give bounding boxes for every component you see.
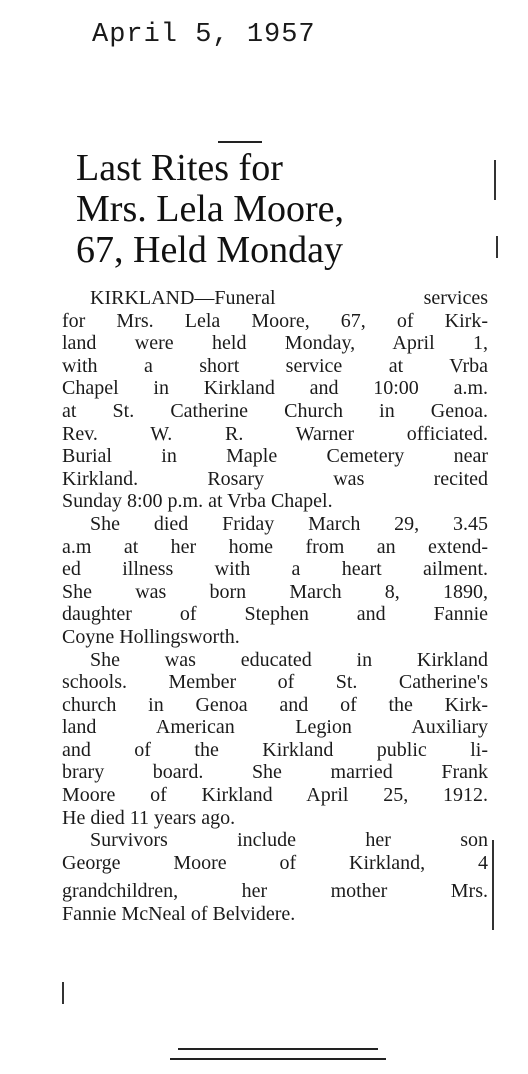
article-line: Rev. W. R. Warner officiated. bbox=[62, 422, 488, 445]
article-line: He died 11 years ago. bbox=[62, 806, 236, 829]
article-line: ed illness with a heart ailment. bbox=[62, 558, 488, 581]
article-line: daughter of Stephen and Fannie bbox=[62, 603, 488, 626]
headline-line: Mrs. Lela Moore, bbox=[76, 188, 345, 230]
article-line: brary board. She married Frank bbox=[62, 761, 488, 784]
article-line: land were held Monday, April 1, bbox=[62, 332, 488, 355]
clipping-edge-mark bbox=[496, 236, 498, 258]
article-line: church in Genoa and of the Kirk- bbox=[62, 693, 488, 716]
article-line: George Moore of Kirkland, 4 bbox=[62, 851, 488, 874]
article-line: with a short service at Vrba bbox=[62, 354, 488, 377]
article-line: and of the Kirkland public li- bbox=[62, 738, 488, 761]
article-line: Burial in Maple Cemetery near bbox=[62, 445, 488, 468]
article-line: She was educated in Kirkland bbox=[90, 648, 488, 671]
clipping-edge-mark bbox=[494, 160, 496, 200]
article-line: a.m at her home from an extend- bbox=[62, 535, 488, 558]
bottom-rule bbox=[170, 1058, 386, 1060]
article-line: land American Legion Auxiliary bbox=[62, 716, 488, 739]
article-line: She died Friday March 29, 3.45 bbox=[90, 512, 488, 535]
article-line: schools. Member of St. Catherine's bbox=[62, 671, 488, 694]
clipping-date: April 5, 1957 bbox=[92, 20, 316, 50]
headline bbox=[76, 148, 496, 271]
article-line: grandchildren, her mother Mrs. bbox=[62, 880, 488, 903]
article-line: Survivors include her son bbox=[90, 829, 488, 852]
article-line: Chapel in Kirkland and 10:00 a.m. bbox=[62, 377, 488, 400]
article-body bbox=[62, 287, 488, 926]
headline-line: 67, Held Monday bbox=[76, 229, 344, 271]
clipping-edge-mark bbox=[492, 840, 494, 930]
article-line: for Mrs. Lela Moore, 67, of Kirk- bbox=[62, 309, 488, 332]
article-line: at St. Catherine Church in Genoa. bbox=[62, 399, 488, 422]
article-line: Sunday 8:00 p.m. at Vrba Chapel. bbox=[62, 490, 333, 513]
clipping-edge-mark bbox=[62, 982, 64, 1004]
article-line: Coyne Hollingsworth. bbox=[62, 625, 240, 648]
article-line: She was born March 8, 1890, bbox=[62, 580, 488, 603]
bottom-rule bbox=[178, 1048, 378, 1050]
article-line: Moore of Kirkland April 25, 1912. bbox=[62, 784, 488, 807]
article-line: Kirkland. Rosary was recited bbox=[62, 467, 488, 490]
article-line: Fannie McNeal of Belvidere. bbox=[62, 903, 296, 926]
headline-line: Last Rites for bbox=[76, 147, 283, 189]
article-line: KIRKLAND—Funeral services bbox=[90, 287, 488, 309]
top-rule bbox=[218, 141, 262, 143]
